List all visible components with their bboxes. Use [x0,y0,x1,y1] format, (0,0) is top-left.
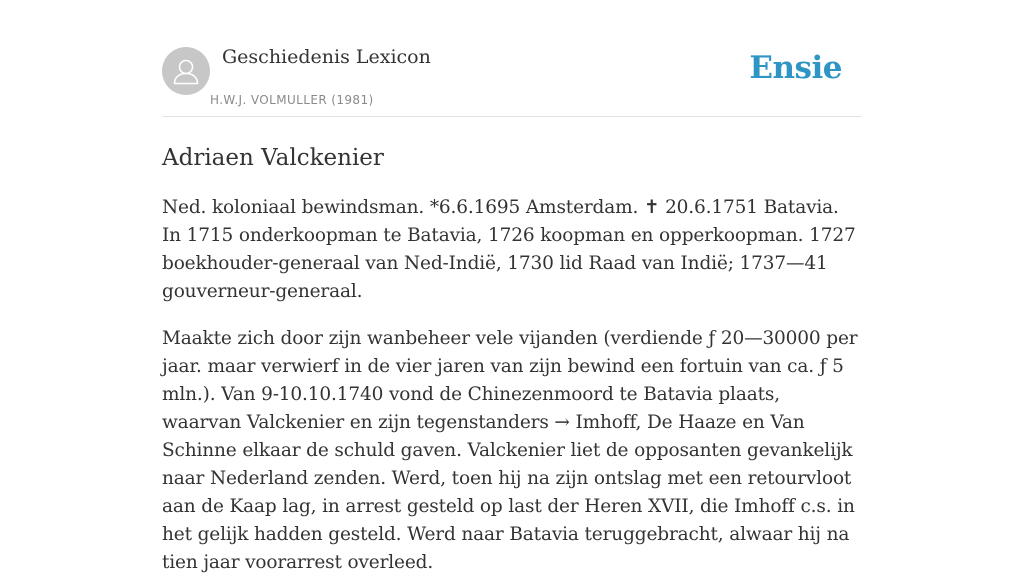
entry-title: Adriaen Valckenier [162,145,384,171]
user-avatar-icon[interactable] [162,47,210,95]
source-author[interactable]: H.W.J. VOLMULLER (1981) [210,93,374,107]
entry-card [162,40,862,577]
entry-paragraph: Maakte zich door zijn wanbeheer vele vijanden (verdiende ƒ 20—30000 per jaar. maar verwierf in de vier jaren van zijn bewind een fortuin van ca. ƒ 5 mln.). Van 9-10.10.1740 vond de Chinezenmoord te Batavia plaats, waarvan Valckenier en zijn tegenstanders → Imhoff, De Haaze en Van Schinne elkaar de schuld gaven. Valckenier liet de opposanten gevankelijk naar Nederland zenden. Werd, toen hij na zijn ontslag met een retourvloot aan de Kaap lag, in arrest gesteld op last der Heren XVII, die Imhoff c.s. in het gelijk hadden gesteld. Werd naar Batavia teruggebracht, alwaar hij na tien jaar voorarrest overleed. [162,328,858,573]
source-header [162,40,862,117]
ensie-logo[interactable]: Ensie [749,50,842,86]
entry-paragraph: Ned. koloniaal bewindsman. *6.6.1695 Amsterdam. ✝ 20.6.1751 Batavia. In 1715 onderkoopman te Batavia, 1726 koopman en opperkoopman. 1727 boekhouder-generaal van Ned-Indië, 1730 lid Raad van Indië; 1737—41 gouverneur-generaal. [162,197,856,302]
source-title[interactable]: Geschiedenis Lexicon [222,46,431,68]
